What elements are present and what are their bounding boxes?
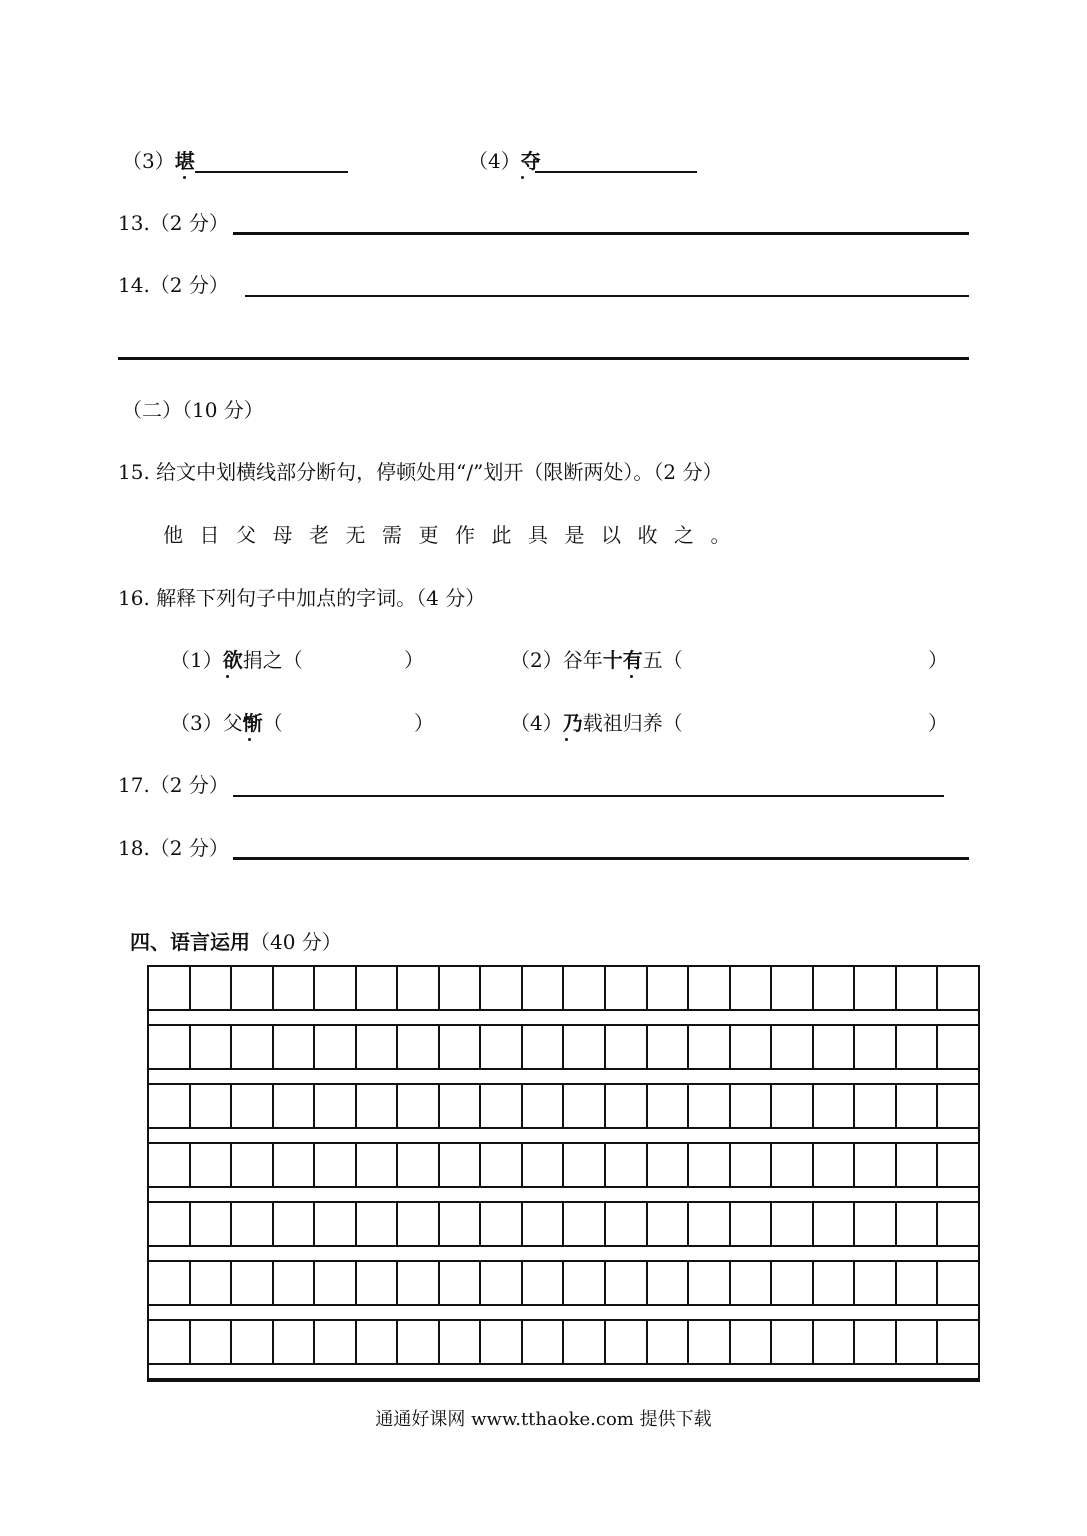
grid-cell[interactable] bbox=[731, 1262, 773, 1304]
grid-cell[interactable] bbox=[191, 1321, 233, 1363]
grid-cell[interactable] bbox=[772, 1085, 814, 1127]
grid-cell[interactable] bbox=[232, 967, 274, 1009]
q16-item-4-text: 载祖归养（ bbox=[582, 711, 683, 735]
grid-cell[interactable] bbox=[315, 1026, 357, 1068]
grid-cell[interactable] bbox=[897, 1203, 939, 1245]
grid-cell[interactable] bbox=[606, 1321, 648, 1363]
q12-item-4-char: 夺 bbox=[520, 149, 541, 173]
grid-cell[interactable] bbox=[232, 1085, 274, 1127]
grid-cell[interactable] bbox=[689, 1262, 731, 1304]
grid-cell[interactable] bbox=[398, 1203, 440, 1245]
q16-item-2-prefix: （2）谷年 bbox=[510, 648, 603, 672]
grid-cell[interactable] bbox=[398, 1085, 440, 1127]
section-4-title: 四、语言运用 bbox=[130, 930, 250, 954]
grid-cell[interactable] bbox=[523, 1262, 565, 1304]
grid-cell[interactable] bbox=[855, 967, 897, 1009]
grid-cell[interactable] bbox=[440, 967, 482, 1009]
grid-cell[interactable] bbox=[731, 967, 773, 1009]
q16-item-1-dotted-word: 欲 bbox=[222, 648, 243, 672]
grid-cell[interactable] bbox=[357, 1144, 399, 1186]
grid-cell[interactable] bbox=[648, 1262, 690, 1304]
grid-cell[interactable] bbox=[564, 1321, 606, 1363]
q16-item-1-text: 捐之（ bbox=[242, 648, 303, 672]
grid-row bbox=[149, 1203, 978, 1245]
grid-cell[interactable] bbox=[232, 1144, 274, 1186]
grid-cell[interactable] bbox=[938, 1085, 978, 1127]
emphasis-dot bbox=[565, 738, 568, 741]
grid-cell[interactable] bbox=[855, 1321, 897, 1363]
emphasis-dot bbox=[226, 675, 229, 678]
q17-label: 17.（2 分） bbox=[118, 773, 229, 797]
grid-cell[interactable] bbox=[731, 1203, 773, 1245]
grid-cell[interactable] bbox=[855, 1203, 897, 1245]
grid-cell[interactable] bbox=[689, 1321, 731, 1363]
grid-cell[interactable] bbox=[897, 1262, 939, 1304]
grid-row-gap bbox=[149, 1245, 978, 1262]
grid-cell[interactable] bbox=[564, 1144, 606, 1186]
grid-cell[interactable] bbox=[315, 967, 357, 1009]
q14-label: 14.（2 分） bbox=[118, 273, 229, 297]
q12-item-3-prefix: （3） bbox=[122, 149, 175, 173]
q12-item-3-char: 堪 bbox=[174, 149, 195, 173]
grid-cell[interactable] bbox=[315, 1144, 357, 1186]
grid-cell[interactable] bbox=[938, 1262, 978, 1304]
grid-cell[interactable] bbox=[398, 1321, 440, 1363]
grid-cell[interactable] bbox=[855, 1144, 897, 1186]
grid-cell[interactable] bbox=[814, 1085, 856, 1127]
q16-item-1-prefix: （1） bbox=[170, 648, 223, 672]
q14-answer-line-1[interactable] bbox=[245, 295, 969, 297]
grid-cell[interactable] bbox=[315, 1321, 357, 1363]
grid-cell[interactable] bbox=[772, 967, 814, 1009]
grid-cell[interactable] bbox=[564, 1085, 606, 1127]
grid-cell[interactable] bbox=[481, 1203, 523, 1245]
grid-cell[interactable] bbox=[648, 1321, 690, 1363]
q14-answer-line-2[interactable] bbox=[118, 357, 969, 360]
q15-sentence: 他日父母老无需更作此具是以收之。 bbox=[163, 523, 747, 547]
grid-cell[interactable] bbox=[606, 1026, 648, 1068]
grid-cell[interactable] bbox=[149, 967, 191, 1009]
q16-prompt: 解释下列句子中加点的字词。（4 分） bbox=[156, 586, 486, 610]
grid-cell[interactable] bbox=[357, 1085, 399, 1127]
grid-cell[interactable] bbox=[357, 1203, 399, 1245]
grid-cell[interactable] bbox=[232, 1203, 274, 1245]
grid-cell[interactable] bbox=[523, 1144, 565, 1186]
grid-cell[interactable] bbox=[648, 1203, 690, 1245]
grid-cell[interactable] bbox=[689, 1203, 731, 1245]
grid-row bbox=[149, 1144, 978, 1186]
q15-prompt: 给文中划横线部分断句，停顿处用“/”划开（限断两处）。（2 分） bbox=[156, 460, 723, 484]
grid-cell[interactable] bbox=[481, 1144, 523, 1186]
grid-row bbox=[149, 1262, 978, 1304]
grid-cell[interactable] bbox=[606, 1262, 648, 1304]
grid-cell[interactable] bbox=[897, 1144, 939, 1186]
grid-row bbox=[149, 1321, 978, 1363]
q12-item-4-prefix: （4） bbox=[468, 149, 521, 173]
grid-cell[interactable] bbox=[772, 1321, 814, 1363]
q16-item-4-prefix: （4） bbox=[510, 711, 563, 735]
grid-cell[interactable] bbox=[149, 1144, 191, 1186]
emphasis-dot bbox=[248, 738, 251, 741]
q18-label: 18.（2 分） bbox=[118, 836, 229, 860]
section-2-heading: （二）（10 分） bbox=[122, 398, 264, 422]
grid-cell[interactable] bbox=[897, 1085, 939, 1127]
grid-row bbox=[149, 967, 978, 1009]
q16-item-1 bbox=[170, 648, 303, 672]
grid-cell[interactable] bbox=[440, 1262, 482, 1304]
grid-row-gap bbox=[149, 1068, 978, 1085]
grid-cell[interactable] bbox=[648, 1085, 690, 1127]
grid-cell[interactable] bbox=[689, 967, 731, 1009]
grid-cell[interactable] bbox=[564, 1026, 606, 1068]
footer-text: 通通好课网 www.tthaoke.com 提供下载 bbox=[375, 1409, 712, 1430]
grid-cell[interactable] bbox=[440, 1026, 482, 1068]
grid-cell[interactable] bbox=[274, 1144, 316, 1186]
grid-cell[interactable] bbox=[274, 1085, 316, 1127]
grid-row bbox=[149, 1085, 978, 1127]
q12-item-3 bbox=[122, 149, 195, 173]
grid-cell[interactable] bbox=[689, 1144, 731, 1186]
grid-cell[interactable] bbox=[440, 1321, 482, 1363]
grid-cell[interactable] bbox=[897, 1321, 939, 1363]
grid-cell[interactable] bbox=[149, 1203, 191, 1245]
q16-item-4-dotted-word: 乃 bbox=[562, 711, 583, 735]
q16-item-2 bbox=[510, 648, 683, 672]
grid-cell[interactable] bbox=[315, 1085, 357, 1127]
grid-cell[interactable] bbox=[938, 1321, 978, 1363]
grid-cell[interactable] bbox=[731, 1026, 773, 1068]
q13-label: 13.（2 分） bbox=[118, 211, 229, 235]
grid-cell[interactable] bbox=[149, 1026, 191, 1068]
grid-cell[interactable] bbox=[523, 1026, 565, 1068]
q16-label: 16. bbox=[118, 586, 150, 610]
q12-item-4 bbox=[468, 149, 541, 173]
grid-cell[interactable] bbox=[648, 967, 690, 1009]
grid-cell[interactable] bbox=[648, 1026, 690, 1068]
grid-cell[interactable] bbox=[191, 1144, 233, 1186]
grid-cell[interactable] bbox=[648, 1144, 690, 1186]
grid-cell[interactable] bbox=[855, 1026, 897, 1068]
grid-cell[interactable] bbox=[481, 967, 523, 1009]
grid-cell[interactable] bbox=[232, 1026, 274, 1068]
grid-cell[interactable] bbox=[564, 1203, 606, 1245]
q15-label: 15. bbox=[118, 460, 150, 484]
q12-item-3-answer-line[interactable] bbox=[195, 171, 348, 173]
q16-item-2-close: ） bbox=[928, 648, 948, 672]
grid-cell[interactable] bbox=[772, 1203, 814, 1245]
grid-cell[interactable] bbox=[772, 1144, 814, 1186]
grid-cell[interactable] bbox=[149, 1085, 191, 1127]
grid-cell[interactable] bbox=[689, 1026, 731, 1068]
grid-cell[interactable] bbox=[274, 1262, 316, 1304]
section-4-heading bbox=[130, 930, 342, 954]
grid-cell[interactable] bbox=[814, 1144, 856, 1186]
grid-cell[interactable] bbox=[814, 967, 856, 1009]
grid-cell[interactable] bbox=[274, 967, 316, 1009]
grid-cell[interactable] bbox=[357, 1321, 399, 1363]
grid-cell[interactable] bbox=[440, 1144, 482, 1186]
grid-cell[interactable] bbox=[855, 1262, 897, 1304]
q16-item-2-dotted-word: 十有 bbox=[602, 648, 643, 672]
q13-answer-line[interactable] bbox=[233, 232, 969, 235]
grid-cell[interactable] bbox=[357, 967, 399, 1009]
grid-cell[interactable] bbox=[606, 1203, 648, 1245]
grid-cell[interactable] bbox=[938, 967, 978, 1009]
grid-cell[interactable] bbox=[855, 1085, 897, 1127]
grid-cell[interactable] bbox=[606, 1085, 648, 1127]
grid-cell[interactable] bbox=[731, 1321, 773, 1363]
q12-item-4-answer-line[interactable] bbox=[535, 171, 697, 173]
emphasis-dot bbox=[521, 176, 524, 179]
q16-item-1-close: ） bbox=[404, 648, 424, 672]
grid-cell[interactable] bbox=[191, 1262, 233, 1304]
grid-cell[interactable] bbox=[938, 1026, 978, 1068]
grid-cell[interactable] bbox=[481, 1321, 523, 1363]
grid-cell[interactable] bbox=[191, 1203, 233, 1245]
grid-cell[interactable] bbox=[274, 1203, 316, 1245]
grid-cell[interactable] bbox=[191, 967, 233, 1009]
emphasis-dot bbox=[630, 675, 633, 678]
grid-cell[interactable] bbox=[398, 1026, 440, 1068]
grid-cell[interactable] bbox=[440, 1203, 482, 1245]
grid-cell[interactable] bbox=[564, 967, 606, 1009]
grid-cell[interactable] bbox=[938, 1144, 978, 1186]
grid-cell[interactable] bbox=[481, 1026, 523, 1068]
grid-cell[interactable] bbox=[315, 1203, 357, 1245]
grid-cell[interactable] bbox=[897, 967, 939, 1009]
q16-item-3-text: （ bbox=[262, 711, 283, 735]
grid-cell[interactable] bbox=[523, 967, 565, 1009]
q16 bbox=[118, 586, 485, 610]
grid-cell[interactable] bbox=[814, 1321, 856, 1363]
grid-cell[interactable] bbox=[606, 1144, 648, 1186]
q15 bbox=[118, 460, 722, 484]
grid-row bbox=[149, 1026, 978, 1068]
emphasis-dot bbox=[183, 176, 186, 179]
grid-cell[interactable] bbox=[357, 1026, 399, 1068]
grid-cell[interactable] bbox=[481, 1262, 523, 1304]
q17-answer-line[interactable] bbox=[233, 795, 944, 797]
grid-cell[interactable] bbox=[689, 1085, 731, 1127]
grid-cell[interactable] bbox=[398, 1144, 440, 1186]
grid-cell[interactable] bbox=[814, 1203, 856, 1245]
grid-cell[interactable] bbox=[232, 1321, 274, 1363]
grid-cell[interactable] bbox=[814, 1026, 856, 1068]
q16-item-3-close: ） bbox=[414, 711, 434, 735]
grid-cell[interactable] bbox=[232, 1262, 274, 1304]
grid-cell[interactable] bbox=[938, 1203, 978, 1245]
grid-cell[interactable] bbox=[191, 1026, 233, 1068]
grid-cell[interactable] bbox=[897, 1026, 939, 1068]
section-4-points: （40 分） bbox=[250, 930, 342, 954]
grid-cell[interactable] bbox=[523, 1085, 565, 1127]
q16-item-4-close: ） bbox=[928, 711, 948, 735]
grid-cell[interactable] bbox=[814, 1262, 856, 1304]
writing-grid[interactable] bbox=[147, 965, 980, 1382]
grid-cell[interactable] bbox=[523, 1203, 565, 1245]
grid-cell[interactable] bbox=[772, 1262, 814, 1304]
grid-cell[interactable] bbox=[274, 1026, 316, 1068]
grid-row-gap bbox=[149, 1127, 978, 1144]
grid-row-gap bbox=[149, 1009, 978, 1026]
q18-answer-line[interactable] bbox=[233, 857, 969, 860]
grid-cell[interactable] bbox=[731, 1144, 773, 1186]
grid-cell[interactable] bbox=[731, 1085, 773, 1127]
grid-cell[interactable] bbox=[440, 1085, 482, 1127]
grid-cell[interactable] bbox=[398, 1262, 440, 1304]
q16-item-3-prefix: （3）父 bbox=[170, 711, 243, 735]
grid-row-gap bbox=[149, 1363, 978, 1380]
grid-cell[interactable] bbox=[191, 1085, 233, 1127]
q16-item-3-dotted-word: 惭 bbox=[242, 711, 263, 735]
grid-cell[interactable] bbox=[357, 1262, 399, 1304]
grid-cell[interactable] bbox=[481, 1085, 523, 1127]
grid-cell[interactable] bbox=[772, 1026, 814, 1068]
q16-item-3 bbox=[170, 711, 283, 735]
grid-cell[interactable] bbox=[398, 967, 440, 1009]
grid-row-gap bbox=[149, 1186, 978, 1203]
grid-cell[interactable] bbox=[606, 967, 648, 1009]
grid-cell[interactable] bbox=[315, 1262, 357, 1304]
grid-cell[interactable] bbox=[274, 1321, 316, 1363]
grid-row-gap bbox=[149, 1304, 978, 1321]
grid-cell[interactable] bbox=[149, 1321, 191, 1363]
grid-cell[interactable] bbox=[523, 1321, 565, 1363]
q16-item-2-text: 五（ bbox=[642, 648, 683, 672]
grid-cell[interactable] bbox=[149, 1262, 191, 1304]
q16-item-4 bbox=[510, 711, 683, 735]
grid-cell[interactable] bbox=[564, 1262, 606, 1304]
